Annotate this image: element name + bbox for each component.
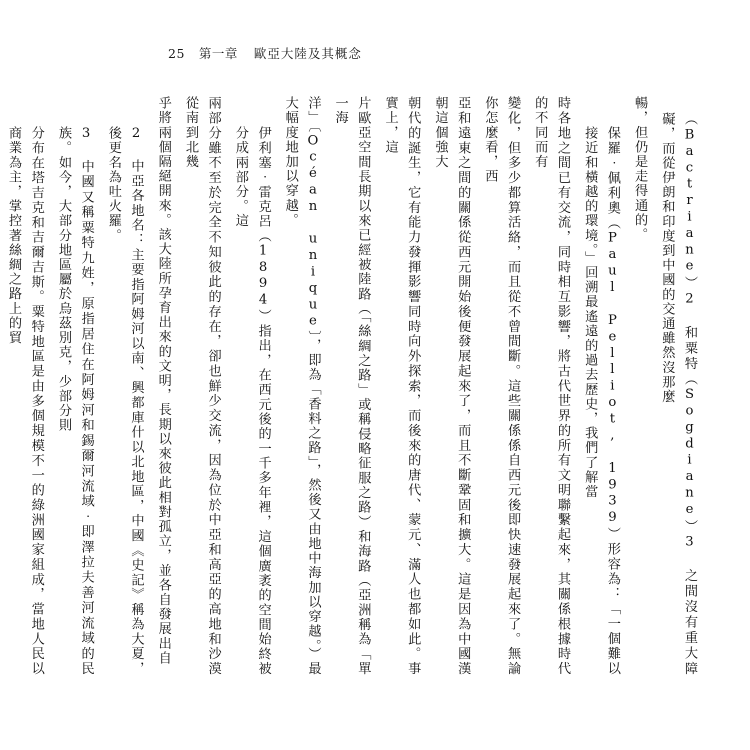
running-head: [168, 44, 362, 62]
page-number: 25: [168, 46, 185, 61]
text-column: 保羅‧佩利奧（Paul Pelliot, 1939）形容為：「一個難以接近和橫越的環境。」回溯最遙遠的過去歷史，我們了解當: [582, 126, 620, 676]
footnote-column: 3 中國又稱粟特九姓，原指居住在阿姆河和錫爾河流域‧即澤拉夫善河流域的民族。如今，大部分地區屬於烏茲別克，少部分則: [55, 126, 94, 676]
footnote-column: 分布在塔吉克和吉爾吉斯。粟特地區是由多個規模不一的綠洲國家組成，當地人民以商業為主，掌控著絲綢之路上的貿: [6, 126, 44, 676]
text-column: 暢，但仍是走得通的。: [632, 96, 648, 242]
text-column: 片歐亞空間長期以來已經被陸路（「絲綢之路」或稱侵略征服之路）和海路（亞洲稱為「單一海: [332, 96, 371, 676]
text-column: 時各地之間已有交流，同時相互影響，將古代世界的所有文明聯繫起來，其關係根據時代的不同而有: [532, 96, 570, 676]
text-column: 亞和遠東之間的關係從西元開始後便發展起來了，而且不斷鞏固和擴大。這是因為中國漢朝這個強大: [432, 96, 471, 676]
vertical-text-body: [6, 96, 700, 696]
text-column: 朝代的誕生，它有能力發揮影響同時向外探索，而後來的唐代、蒙元、滿人也都如此。事實上，這: [382, 96, 421, 676]
chapter-label: 第一章: [198, 46, 238, 61]
text-column: 洋」〔Océan unique〕，即為「香料之路」，然後又由地中海加以穿越。）最大幅度地加以穿越。: [282, 96, 321, 676]
page-title: 歐亞大陸及其概念: [253, 46, 362, 61]
text-column: 乎將兩個隔絕開來。該大陸所孕育出來的文明，長期以來彼此相對孤立，並各自發展出自: [155, 96, 171, 666]
footnote-column: 2 中亞各地名：主要指阿姆河以南、興都庫什以北地區，中國《史記》稱為大夏，後更名為吐火羅。: [105, 126, 144, 676]
text-column: 變化，但多少都算活絡，而且從不曾間斷。這些關係係自西元後即快速發展起來了。無論你怎麼看，西: [482, 96, 521, 676]
text-column: （Bactriane）2 和粟特（Sogdiane）3 之間沒有重大障礙，而從伊朗和印度到中國的交通雖然沒那麼: [659, 112, 697, 676]
text-column: 兩部分雖不至於完全不知彼此的存在，卻也鮮少交流，因為位於中亞和高亞的高地和沙漠從南到北幾: [182, 96, 221, 676]
text-column: 伊利塞‧雷克呂（1894）指出，在西元後的一千多年裡，這個廣袤的空間始終被分成兩部分。這: [232, 126, 271, 676]
